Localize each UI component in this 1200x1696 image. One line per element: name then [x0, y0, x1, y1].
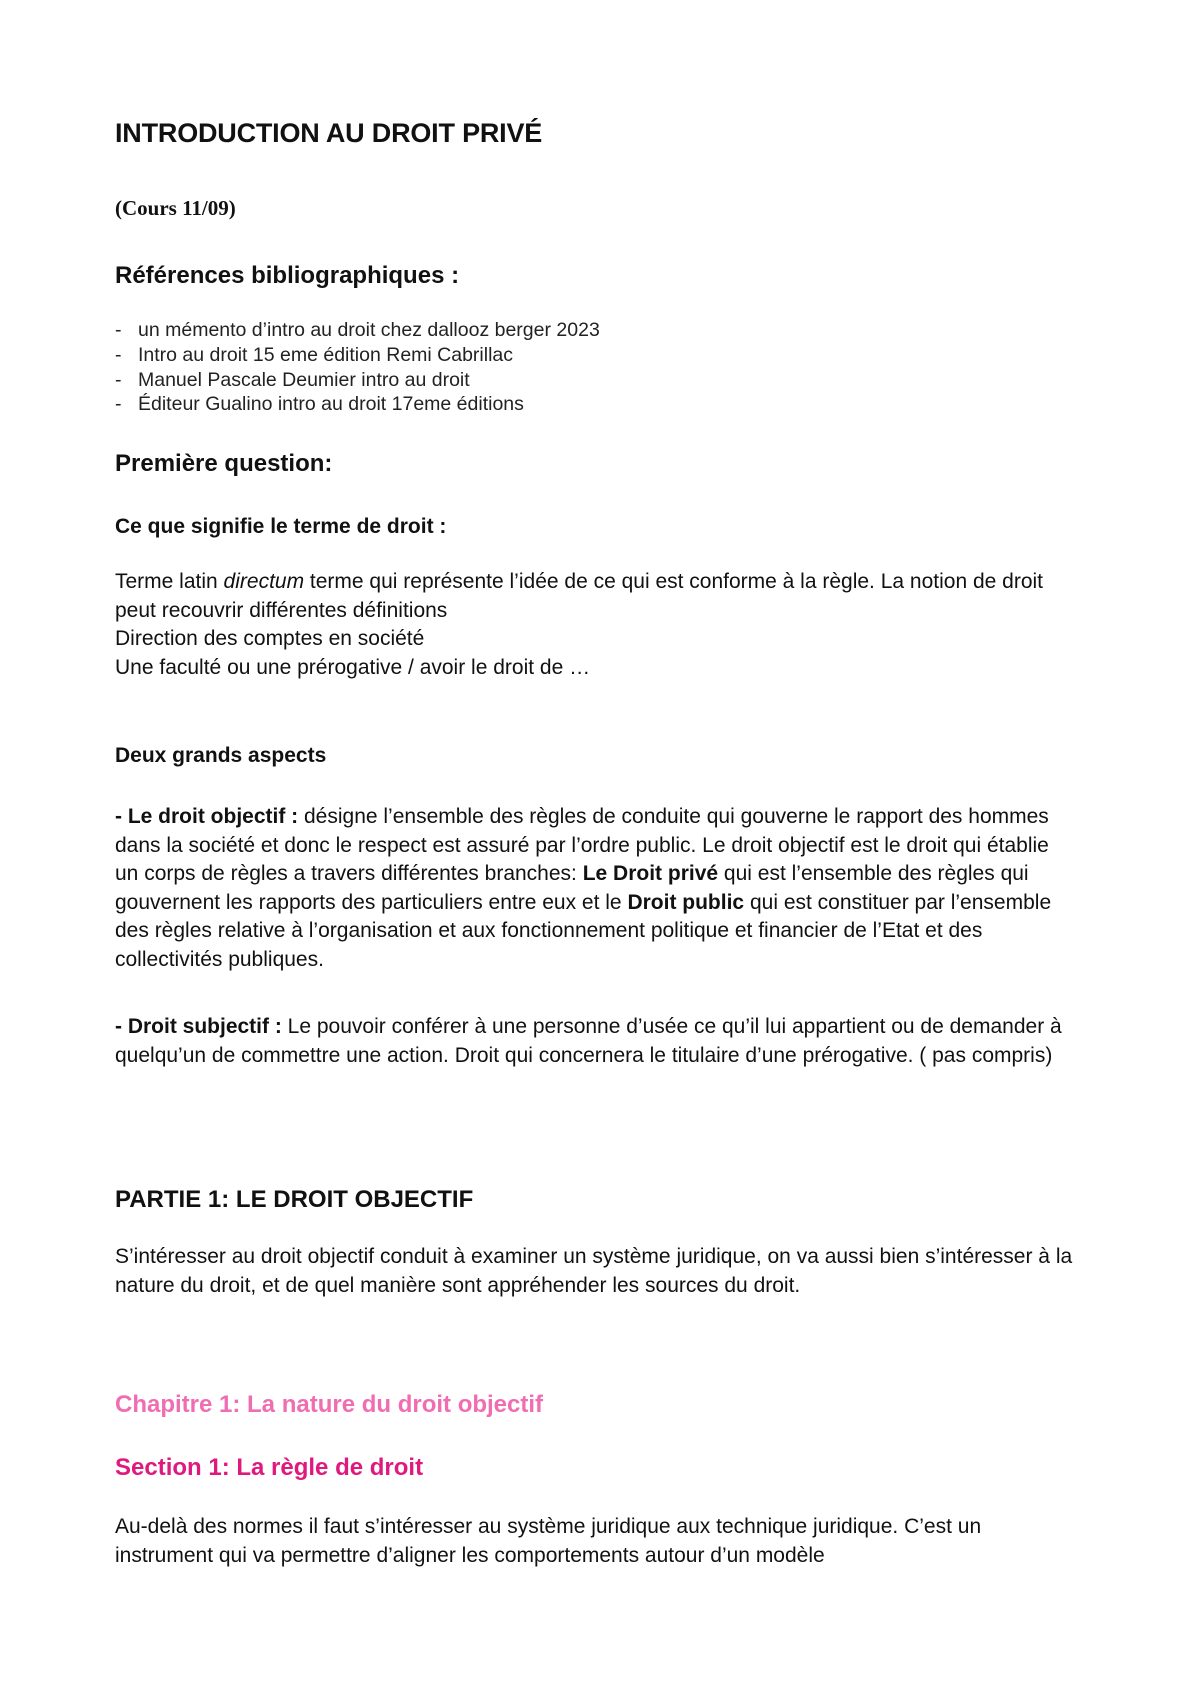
reference-item: - Manuel Pascale Deumier intro au droit [115, 368, 1075, 393]
reference-item: - Éditeur Gualino intro au droit 17eme éditions [115, 392, 1075, 417]
definition-paragraph [115, 568, 1075, 682]
objectif-text-b: qui est l’ensemble des règles qui gouvernent les rapports des particuliers entre eux et le [115, 862, 1029, 914]
definition-latin-term: directum [223, 570, 305, 593]
partie-heading: PARTIE 1: LE DROIT OBJECTIF [115, 1186, 474, 1213]
droit-prive-term: Le Droit privé [582, 862, 719, 886]
references-heading: Références bibliographiques : [115, 262, 460, 289]
definition-text-a: Terme latin [115, 570, 224, 593]
section-paragraph: Au-delà des normes il faut s’intéresser au système juridique aux technique juridique. C’est un instrument qui va permettre d’aligner les comportements autour d’un modèle [115, 1515, 982, 1567]
definition-text-b: terme qui représente l’idée de ce qui est conforme à la règle. La notion de droit peut recouvrir différentes définitions [115, 570, 1044, 622]
objectif-paragraph [115, 803, 1075, 975]
question-subheading: Ce que signifie le terme de droit : [115, 515, 447, 538]
chapter-heading: Chapitre 1: La nature du droit objectif [115, 1391, 544, 1418]
objectif-label: - Le droit objectif : [115, 805, 299, 828]
partie-paragraph: S’intéresser au droit objectif conduit à examiner un système juridique, on va aussi bien s’intéresser à la nature du droit, et de quel manière sont appréhender les sources du droit. [115, 1245, 1073, 1297]
references-list [115, 318, 1075, 417]
course-date: (Cours 11/09) [115, 196, 236, 220]
definition-line-2: Direction des comptes en société [115, 627, 425, 651]
question-heading: Première question: [115, 450, 333, 477]
droit-public-term: Droit public [627, 890, 745, 914]
reference-item: - un mémento d’intro au droit chez dallooz berger 2023 [115, 318, 1075, 343]
subjectif-text: Le pouvoir conférer à une personne d’usée ce qu’il lui appartient ou de demander à quelqu’un de commettre une action. Droit qui concernera le titulaire d’une prérogative. ( pas compris) [115, 1015, 1062, 1067]
document-title: INTRODUCTION AU DROIT PRIVÉ [115, 118, 543, 148]
section-heading: Section 1: La règle de droit [115, 1454, 424, 1481]
objectif-text-a: désigne l’ensemble des règles de conduite qui gouverne le rapport des hommes dans la société et donc le respect est assuré par l’ordre public. Le droit objectif est le droit qui établie un corps de règles a travers différentes branches: [115, 805, 1049, 886]
aspects-heading: Deux grands aspects [115, 744, 327, 767]
reference-item: - Intro au droit 15 eme édition Remi Cabrillac [115, 343, 1075, 368]
subjectif-label: - Droit subjectif : [115, 1015, 282, 1038]
subjectif-paragraph [115, 1013, 1075, 1070]
definition-line-3: Une faculté ou une prérogative / avoir le droit de … [115, 655, 591, 679]
objectif-text-c: qui est constituer par l’ensemble des règles relative à l’organisation et aux fonctionnement politique et financier de l’Etat et des collectivités publiques. [115, 890, 1052, 971]
